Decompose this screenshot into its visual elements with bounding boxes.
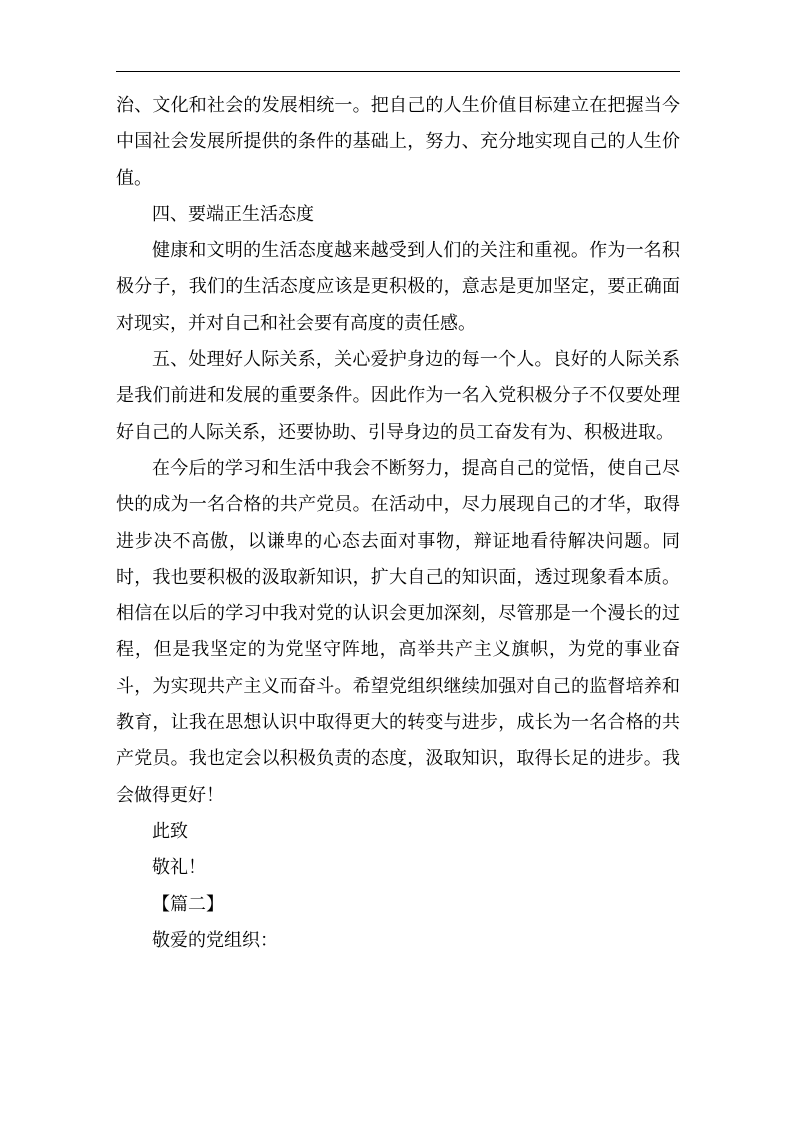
closing-salutation: 此致 (152, 820, 188, 842)
document-body (116, 88, 680, 959)
paragraph-life-attitude: 健康和文明的生活态度越来越受到人们的关注和重视。作为一名积极分子，我们的生活态度应该是更积极的，意志是更加坚定，要正确面对现实，并对自己和社会要有高度的责任感。 (116, 240, 680, 334)
section-marker-part-two: 【篇二】 (152, 893, 224, 915)
paragraph-continuation: 治、文化和社会的发展相统一。把自己的人生价值目标建立在把握当今中国社会发展所提供的条件的基础上，努力、充分地实现自己的人生价值。 (116, 95, 680, 189)
greeting-line: 敬爱的党组织： (152, 929, 278, 951)
paragraph-future-effort: 在今后的学习和生活中我会不断努力，提高自己的觉悟，使自己尽快的成为一名合格的共产党员。在活动中，尽力展现自己的才华，取得进步决不高傲，以谦卑的心态去面对事物，辩证地看待解决问题。同时，我也要积极的汲取新知识，扩大自己的知识面，透过现象看本质。相信在以后的学习中我对党的认识会更加深刻，尽管那是一个漫长的过程，但是我坚定的为党坚守阵地，高举共产主义旗帜，为党的事业奋斗，为实现共产主义而奋斗。希望党组织继续加强对自己的监督培养和教育，让我在思想认识中取得更大的转变与进步，成长为一名合格的共产党员。我也定会以积极负责的态度，汲取知识，取得长足的进步。我会做得更好！ (116, 457, 680, 806)
closing-respect: 敬礼！ (152, 857, 206, 879)
header-rule (116, 71, 680, 72)
section-heading-four: 四、要端正生活态度 (152, 203, 314, 225)
paragraph-relationships: 五、处理好人际关系，关心爱护身边的每一个人。良好的人际关系是我们前进和发展的重要条件。因此作为一名入党积极分子不仅要处理好自己的人际关系，还要协助、引导身边的员工奋发有为、积极进取。 (116, 349, 680, 443)
